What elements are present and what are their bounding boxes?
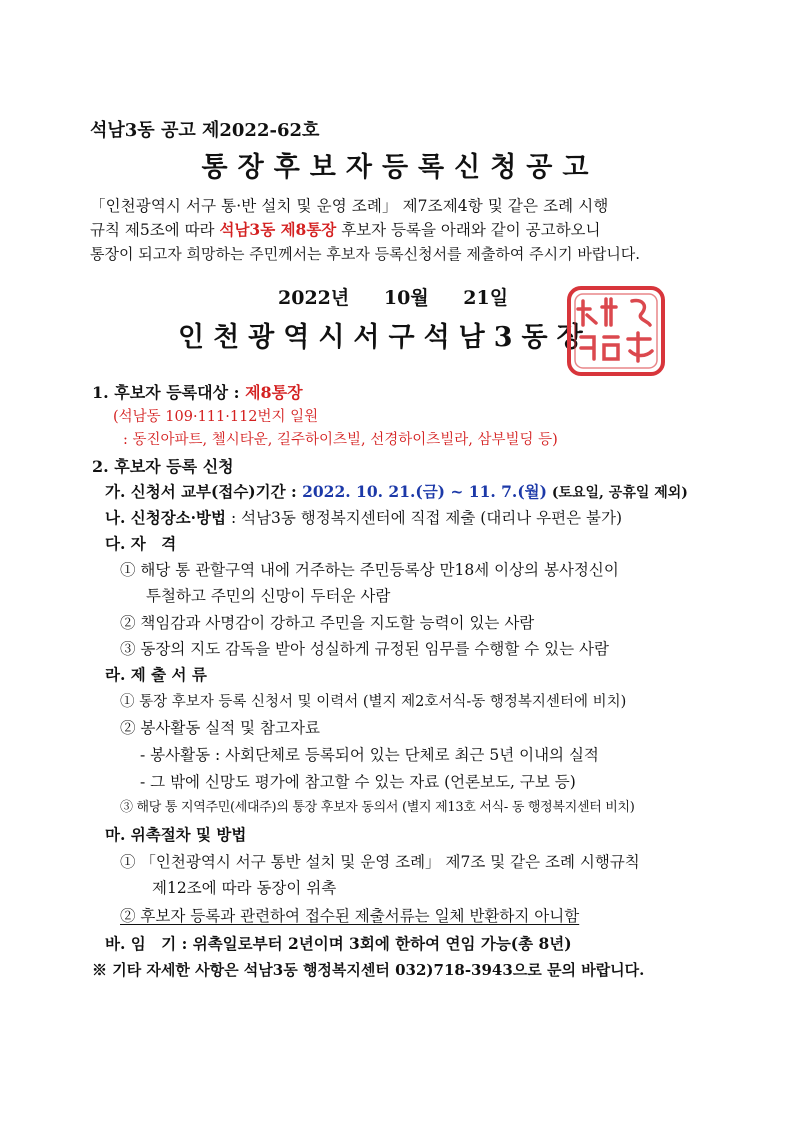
- qualifications-heading: 다. 자 격: [105, 534, 177, 553]
- section-1-address: (석남동 109·111·112번지 일원: [113, 409, 319, 425]
- application-place-label: 나. 신청장소·방법: [105, 508, 227, 527]
- application-place: [105, 507, 622, 529]
- document-item-2: ② 봉사활동 실적 및 참고자료: [120, 719, 320, 737]
- section-1-label: 1. 후보자 등록대상 :: [92, 383, 246, 402]
- application-period-label: 가. 신청서 교부(접수)기간 :: [105, 482, 303, 501]
- qualification-item-2: ② 책임감과 사명감이 강하고 주민을 지도할 능력이 있는 사람: [120, 614, 535, 632]
- appointment-item-2: ② 후보자 등록과 관련하여 접수된 제출서류는 일체 반환하지 아니함: [120, 907, 580, 925]
- contact-note: ※ 기타 자세한 사항은 석남3동 행정복지센터 032)718-3943으로 문의 바랍니다.: [92, 961, 645, 979]
- intro-line-3: 통장이 되고자 희망하는 주민께서는 후보자 등록신청서를 제출하여 주시기 바랍니다.: [90, 245, 641, 263]
- notice-title: 통장후보자등록신청공고: [201, 152, 599, 183]
- target-highlight: 석남3동 제8통장: [219, 220, 337, 239]
- date-month: 10월: [383, 287, 429, 309]
- section-1-target: 제8통장: [245, 383, 303, 402]
- document-item-1: ① 통장 후보자 등록 신청서 및 이력서 (별지 제2호서식-동 행정복지센터에 비치): [120, 694, 627, 710]
- document-item-2-sub-1: - 봉사활동 : 사회단체로 등록되어 있는 단체로 최근 5년 이내의 실적: [140, 746, 599, 764]
- document-number: 석남3동 공고 제2022-62호: [90, 120, 320, 141]
- official-seal-stamp: [566, 285, 666, 377]
- application-period-note: (토요일, 공휴일 제외): [546, 485, 688, 501]
- date-year: 2022년: [278, 287, 350, 309]
- documents-heading: 라. 제 출 서 류: [105, 665, 207, 684]
- intro-line-2-text-a: 규칙 제5조에 따라: [90, 221, 220, 239]
- application-place-value: : 석남3동 행정복지센터에 직접 제출 (대리나 우편은 불가): [226, 509, 623, 527]
- intro-line-2: [90, 219, 601, 241]
- term-line: 바. 임 기 : 위촉일로부터 2년이며 3회에 한하여 연임 가능(총 8년): [105, 934, 572, 953]
- section-1-buildings: : 동진아파트, 첼시타운, 길주하이츠빌, 선경하이츠빌라, 삼부빌딩 등): [123, 432, 558, 448]
- section-2-heading: 2. 후보자 등록 신청: [92, 457, 234, 476]
- appointment-item-1-cont: 제12조에 따라 동장이 위촉: [152, 879, 337, 897]
- document-item-3: ③ 해당 통 지역주민(세대주)의 통장 후보자 동의서 (별지 제13호 서식- 동 행정복지센터 비치): [120, 800, 635, 815]
- appointment-heading: 마. 위촉절차 및 방법: [105, 825, 247, 844]
- date-day: 21일: [463, 287, 509, 309]
- section-1: [92, 382, 303, 404]
- qualification-item-3: ③ 동장의 지도 감독을 받아 성실하게 규정된 임무를 수행할 수 있는 사람: [120, 640, 609, 658]
- intro-line-2-text-b: 후보자 등록을 아래와 같이 공고하오니: [336, 221, 601, 239]
- intro-line-1: 「인천광역시 서구 통·반 설치 및 운영 조례」 제7조제4항 및 같은 조례 시행: [90, 197, 609, 215]
- application-period-dates: 2022. 10. 21.(금) ~ 11. 7.(월): [302, 482, 547, 501]
- notice-date: [278, 287, 508, 309]
- document-item-2-sub-2: - 그 밖에 신망도 평가에 참고할 수 있는 자료 (언론보도, 구보 등): [140, 773, 576, 791]
- application-period: [105, 481, 688, 504]
- qualification-item-1-cont: 투철하고 주민의 신망이 두터운 사람: [146, 587, 391, 605]
- appointment-item-1: ① 「인천광역시 서구 통반 설치 및 운영 조례」 제7조 및 같은 조례 시행규칙: [120, 853, 640, 871]
- qualification-item-1: ① 해당 통 관할구역 내에 거주하는 주민등록상 만18세 이상의 봉사정신이: [120, 561, 619, 579]
- issuer-name: 인천광역시서구석남3동장: [178, 322, 592, 353]
